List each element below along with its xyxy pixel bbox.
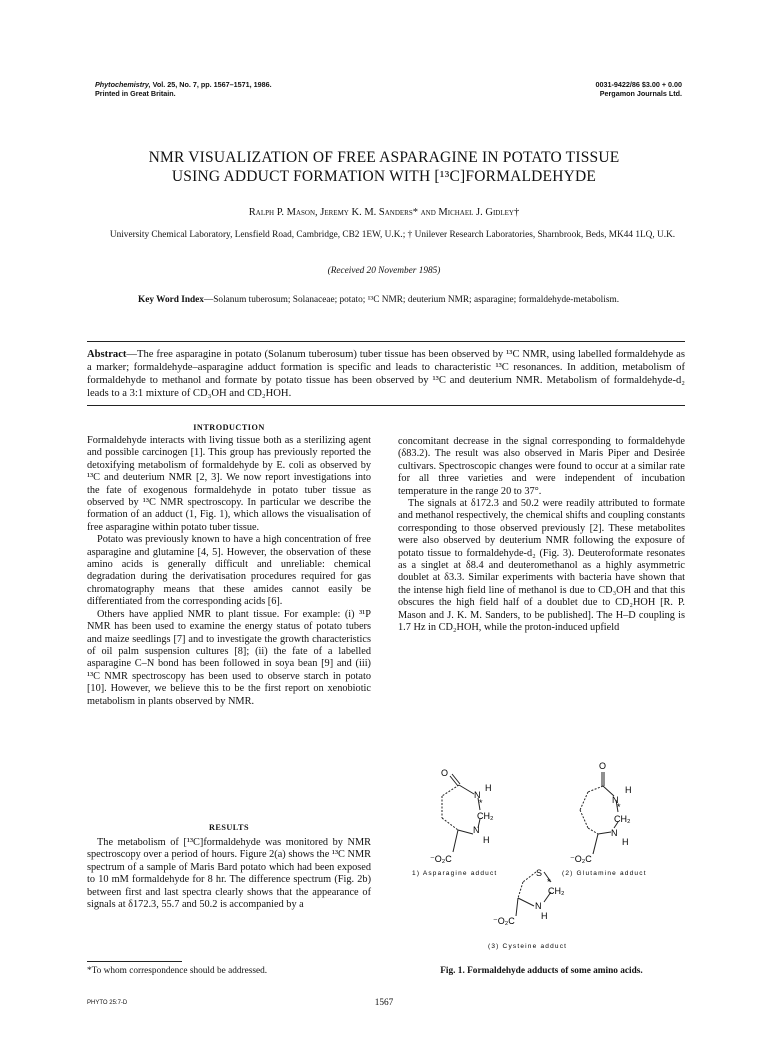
left-column-results — [87, 837, 371, 911]
right-column — [398, 436, 685, 635]
atom-oxygen: O — [599, 761, 607, 771]
author-list: Ralph P. Mason, Jeremy K. M. Sanders* and Michael J. Gidley† — [248, 207, 520, 218]
label-star: * — [479, 798, 483, 808]
atom-nitrogen: N — [473, 825, 480, 835]
label-glutamine-adduct: (2) Glutamine adduct — [562, 870, 647, 877]
atom-nitrogen: N — [612, 795, 619, 805]
atom-hydrogen: H — [625, 785, 632, 795]
figure-caption — [398, 966, 685, 976]
asparagine-adduct-bonds — [442, 774, 480, 852]
publisher-name: Pergamon Journals Ltd. — [599, 89, 682, 98]
figure-caption-text: Formaldehyde adducts of some amino acids. — [467, 966, 643, 976]
paragraph: The signals at δ172.3 and 50.2 were readily attributed to formate and methanol respectively, the chemical shifts and coupling constants corresponding to those observed previously [2]. These metabolites were also observed by deuterium NMR following the exposure of potato tissue to formaldehyde-d₂ (Fig. 3). Deuteroformate resonates as a singlet at δ8.4 and deuteromethanol as a highly asymmetric doublet at δ3.3. Similar experiments with bacteria have shown that the intense high field line of methanol is due to CD₃OH and that this obscures the high field half of a doublet due to CD₂HOH [R. P. Mason and J. K. M. Sanders, to be published]. The H–D coupling is 1.7 Hz in CD₂HOH, while the proton-induced upfield — [398, 498, 685, 634]
atom-ch2: CH₂ — [477, 811, 494, 821]
title-line-1: NMR VISUALIZATION OF FREE ASPARAGINE IN POTATO TISSUE — [148, 149, 620, 166]
atom-nitrogen: N — [474, 790, 481, 800]
atom-hydrogen: H — [622, 837, 629, 847]
cysteine-adduct-bonds — [516, 872, 551, 916]
left-column-intro — [87, 435, 371, 708]
atom-carboxylate: ⁻O₂C — [493, 916, 515, 926]
printed-line: Printed in Great Britain. — [95, 89, 176, 98]
publisher-header — [595, 80, 682, 98]
page-number: 1567 — [374, 998, 394, 1008]
atom-ch2: CH₂ — [548, 886, 565, 896]
paragraph: Formaldehyde interacts with living tissue both as a sterilizing agent and possible carcinogen [1]. This group has previously reported the detoxifying metabolism of formaldehyde by E. coli as observed by ¹³C and deuterium NMR [2, 3]. We now report investigations into the fate of exogenous formaldehyde in potato tuber tissue as observed by ¹³C NMR spectroscopy. In particular we describe the formation of an adduct (1, Fig. 1), which allows the visualisation of free asparagine within potato tuber tissue. — [87, 435, 371, 533]
atom-hydrogen: H — [541, 911, 548, 921]
glutamine-adduct-bonds — [580, 772, 618, 854]
paragraph: Others have applied NMR to plant tissue. For example: (i) ³¹P NMR has been used to examine the energy status of potato tubers and maize seedlings [7] and to investigate the growth characteristics of oil palm suspension cultures [8]; (ii) the fate of a labelled asparagine C–N bond has been followed in soya bean [9] and (iii) ¹³C NMR spectroscopy has been used to observe starch in potato [10]. However, we believe this to be the first report on xenobiotic metabolism in plants observed by NMR. — [87, 608, 371, 707]
atom-carboxylate: ⁻O₂C — [570, 854, 592, 864]
footnote-rule — [87, 961, 182, 962]
atom-oxygen: O — [441, 768, 449, 778]
abstract — [87, 348, 685, 400]
journal-citation: Vol. 25, No. 7, pp. 1567–1571, 1986. — [152, 80, 272, 89]
label-star: * — [617, 802, 621, 812]
paragraph: Potato was previously known to have a high concentration of free asparagine and glutamine [4, 5]. However, the observation of these amino acids is generally difficult and unreliable: chemical degradation during the derivatisation procedures required for gas chromatography means that these amides cannot easily be differentiated from the corresponding acids [6]. — [87, 534, 371, 608]
abstract-label: Abstract — [87, 349, 127, 360]
atom-nitrogen: N — [611, 828, 618, 838]
abstract-text: —The free asparagine in potato (Solanum tuberosum) tuber tissue has been observed by ¹³C NMR, using labelled formaldehyde as a marker; formaldehyde–asparagine adduct formation is specific and leads to characteristic ¹³C resonances. In addition, metabolism of formaldehyde to methanol and formate by potato tissue has been observed by ¹³C and deuterium NMR. Metabolism of formaldehyde-d₂ leads to a 3:1 mixture of CD₃OH and CD₂HOH. — [87, 349, 685, 399]
label-cysteine-adduct: (3) Cysteine adduct — [488, 943, 568, 950]
keyword-text: —Solanum tuberosum; Solanaceae; potato; ¹³C NMR; deuterium NMR; asparagine; formaldehyde-metabolism. — [203, 295, 620, 305]
label-star: * — [547, 877, 551, 887]
keyword-index — [138, 294, 678, 306]
atom-sulfur: S — [536, 868, 543, 878]
affiliation: University Chemical Laboratory, Lensfield Road, Cambridge, CB2 1EW, U.K.; † Unilever Research Laboratories, Sharnbrook, Beds, MK44 1LQ, U.K. — [109, 230, 676, 240]
price-code: 0031-9422/86 $3.00 + 0.00 — [595, 80, 682, 89]
paragraph: concomitant decrease in the signal corresponding to formaldehyde (δ83.2). The result was also observed in Maris Piper and Desirée cultivars. Spectroscopic changes were found to occur at a similar rate for all three varieties and were independent of incubation temperature in the range 20 to 37°. — [398, 436, 685, 497]
paper-title — [0, 148, 768, 186]
atom-ch2: CH₂ — [614, 814, 631, 824]
atom-hydrogen: H — [483, 835, 490, 845]
print-code: PHYTO 25:7-D — [87, 1000, 128, 1006]
adduct-structures-diagram — [398, 758, 685, 954]
figure-caption-label: Fig. 1. — [440, 966, 465, 976]
figure-1 — [398, 758, 685, 954]
journal-name: Phytochemistry, — [95, 80, 151, 89]
section-heading-results: RESULTS — [208, 823, 250, 832]
atom-carboxylate: ⁻O₂C — [430, 854, 452, 864]
paragraph: The metabolism of [¹³C]formaldehyde was monitored by NMR spectroscopy over a period of hours. Figure 2(a) shows the ¹³C NMR spectrum of a sample of Maris Bard potato which had been exposed to 10 mM formaldehyde for 8 hr. The difference spectrum (Fig. 2b) between first and last spectra clearly shows that the appearance of signals at δ172.3, 55.7 and 50.2 is accompanied by a — [87, 837, 371, 911]
section-heading-introduction: INTRODUCTION — [193, 423, 265, 432]
atom-hydrogen: H — [485, 783, 492, 793]
atom-nitrogen: N — [535, 901, 542, 911]
keyword-label: Key Word Index — [138, 295, 204, 305]
label-asparagine-adduct: 1) Asparagine adduct — [412, 870, 498, 877]
received-date: (Received 20 November 1985) — [327, 266, 441, 276]
abstract-bottom-rule — [87, 405, 685, 406]
title-line-2: USING ADDUCT FORMATION WITH [¹³C]FORMALDEHYDE — [171, 168, 597, 185]
footnote: *To whom correspondence should be addressed. — [87, 966, 268, 976]
abstract-top-rule — [87, 341, 685, 342]
journal-header — [95, 80, 272, 98]
